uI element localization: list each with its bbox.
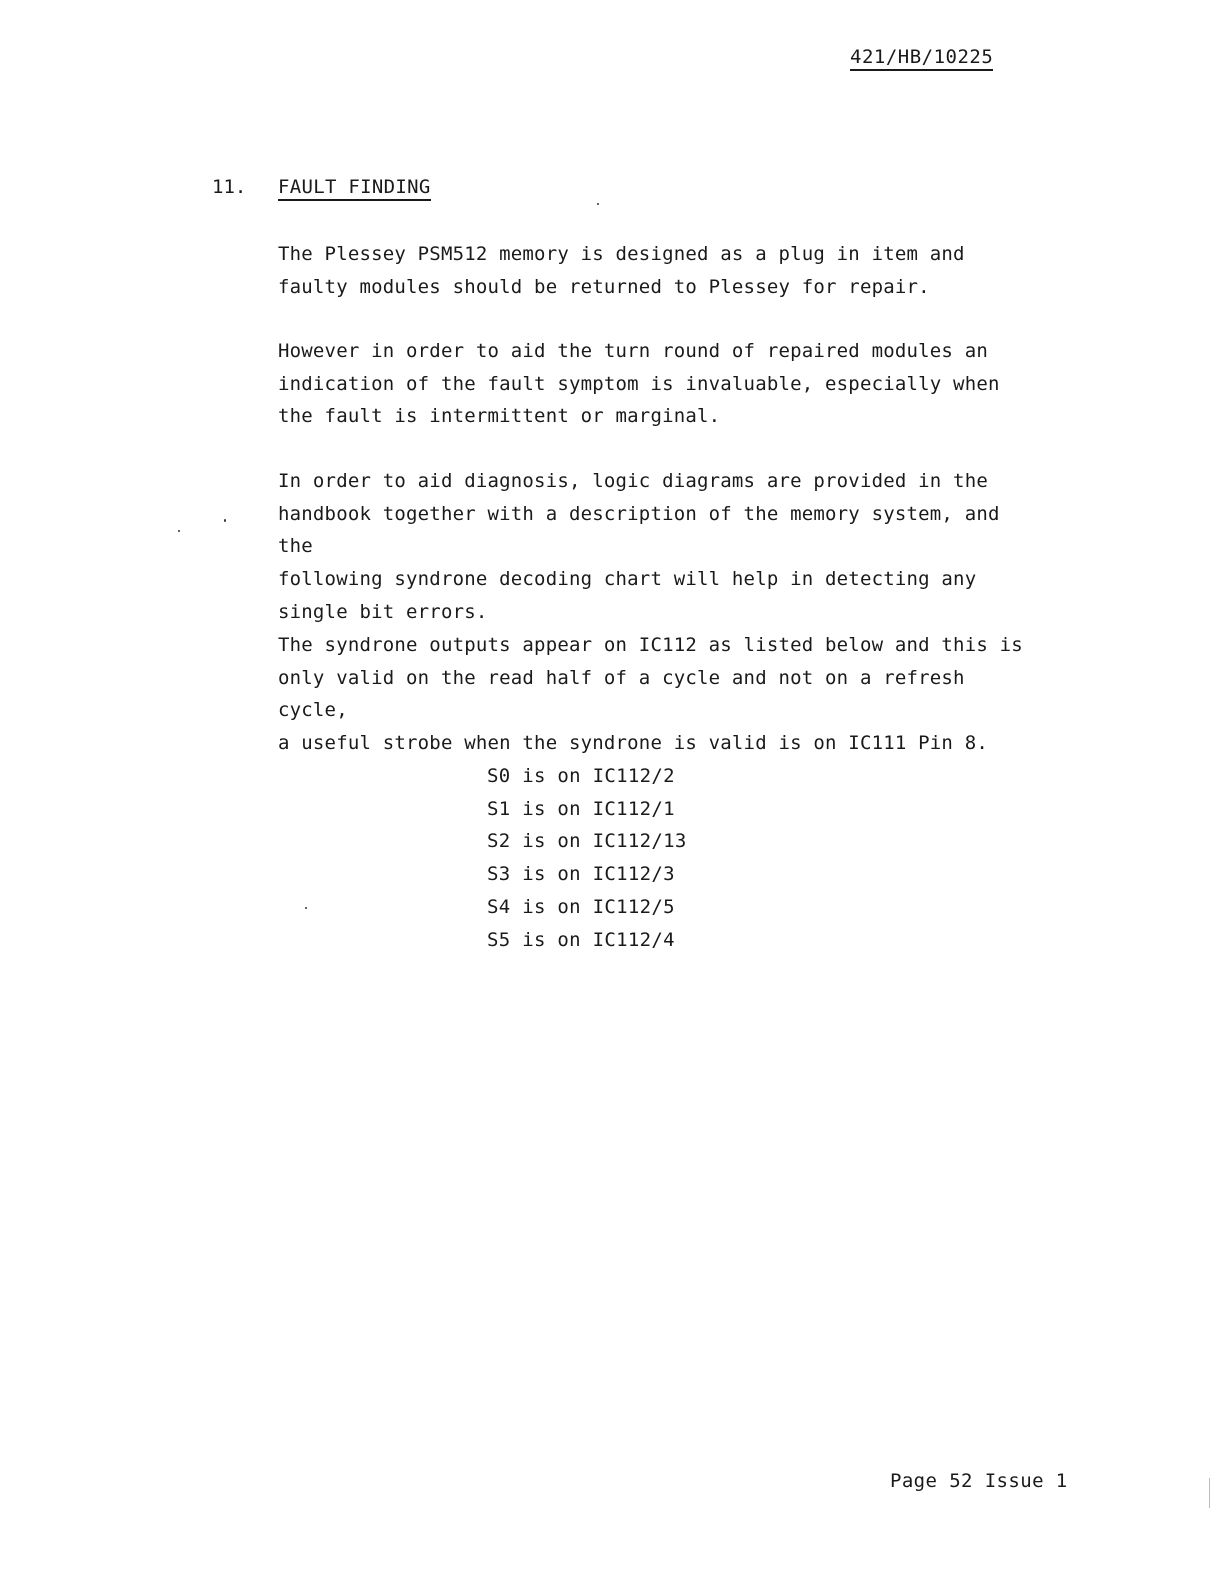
syndrome-output-item: S0 is on IC112/2	[487, 765, 675, 787]
syndrome-output-item: S5 is on IC112/4	[487, 928, 675, 951]
scan-speck	[224, 519, 226, 522]
section-number: 11.	[212, 176, 247, 198]
scan-speck	[1209, 1478, 1210, 1508]
paragraph-fault-symptom: However in order to aid the turn round of repaired modules an indication of the fault symptom is invaluable, especially when the fault is intermittent or marginal.	[278, 340, 1000, 428]
scan-speck	[597, 203, 599, 205]
section-title: FAULT FINDING	[278, 176, 431, 201]
syndrome-output-item: S3 is on IC112/3	[487, 863, 675, 886]
syndrome-output-list	[487, 760, 687, 956]
syndrome-output-item: S2 is on IC112/13	[487, 830, 687, 853]
scan-speck	[178, 530, 180, 532]
document-reference: 421/HB/10225	[850, 46, 993, 71]
syndrome-output-item: S1 is on IC112/1	[487, 797, 675, 820]
scan-speck	[305, 907, 307, 909]
paragraph-syndrone-outputs: The syndrone outputs appear on IC112 as listed below and this is only valid on the read half of a cycle and not on a refresh cycle, a useful strobe when the syndrone is valid is on IC111 Pin 8.	[278, 634, 1023, 755]
syndrome-output-item: S4 is on IC112/5	[487, 895, 675, 918]
page-footer: Page 52 Issue 1	[890, 1470, 1068, 1492]
paragraph-diagnosis: In order to aid diagnosis, logic diagrams are provided in the handbook together with a description of the memory system, and the following syndrone decoding chart will help in detecting any single bit errors.	[278, 470, 1000, 623]
paragraph-intro: The Plessey PSM512 memory is designed as a plug in item and faulty modules should be returned to Plessey for repair.	[278, 243, 965, 298]
